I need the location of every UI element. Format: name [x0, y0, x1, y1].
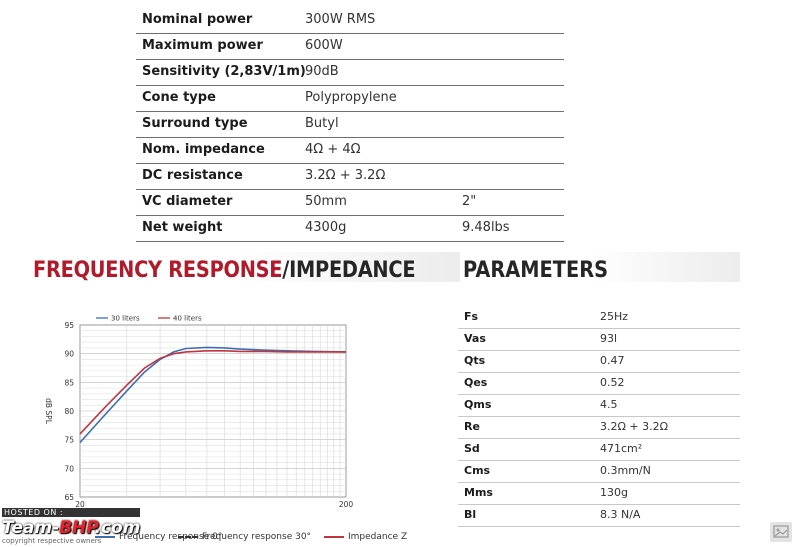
legend-freq-30 [178, 532, 311, 542]
spec-label: Nom. impedance [142, 142, 265, 157]
spec-row [136, 216, 564, 242]
spec-label: Maximum power [142, 38, 263, 53]
spec-row [136, 8, 564, 34]
legend-swatch [324, 536, 344, 538]
spec-row [136, 164, 564, 190]
x-tick-label: 200 [338, 500, 354, 508]
param-row [458, 439, 740, 461]
y-tick-label: 95 [64, 321, 74, 330]
param-value: 8.3 N/A [600, 508, 641, 521]
logo-part: Team- [2, 518, 60, 538]
image-icon[interactable] [770, 522, 792, 542]
spec-table [136, 8, 564, 242]
spec-row [136, 34, 564, 60]
param-label: Sd [464, 442, 480, 455]
param-row [458, 307, 740, 329]
y-tick-label: 85 [64, 378, 74, 388]
y-tick-label: 75 [64, 435, 74, 445]
param-label: Cms [464, 464, 491, 477]
param-row [458, 351, 740, 373]
spec-row [136, 190, 564, 216]
x-tick-label: 20 [75, 500, 85, 508]
spec-value: 90dB [305, 64, 339, 79]
param-value: 130g [600, 486, 628, 499]
watermark [2, 508, 140, 545]
y-tick-label: 80 [64, 407, 74, 416]
spec-value: 2" [462, 194, 477, 209]
spec-value: Polypropylene [305, 90, 397, 105]
param-label: Mms [464, 486, 493, 499]
param-label: Vas [464, 332, 486, 345]
legend-impedance [324, 532, 407, 542]
param-label: Qts [464, 354, 486, 367]
watermark-copyright: copyright respective owners [2, 537, 102, 545]
watermark-logo [2, 518, 140, 538]
spec-row [136, 112, 564, 138]
legend-label: Frequency response 0° [119, 532, 223, 542]
param-value: 0.3mm/N [600, 464, 651, 477]
spec-label: Net weight [142, 220, 223, 235]
legend-label: Frequency response 30° [202, 532, 312, 542]
param-row [458, 373, 740, 395]
spec-value: 600W [305, 38, 343, 53]
spec-label: Surround type [142, 116, 248, 131]
frequency-response-heading [33, 258, 415, 283]
param-value: 93l [600, 332, 618, 345]
spec-value: 4Ω + 4Ω [305, 142, 361, 157]
y-axis-label: dB SPL [44, 398, 53, 424]
spec-row [136, 86, 564, 112]
y-tick-label: 65 [64, 493, 74, 502]
param-label: Qms [464, 398, 492, 411]
watermark-hosted: HOSTED ON : [2, 508, 140, 517]
param-row [458, 461, 740, 483]
parameters-table [458, 307, 740, 527]
spec-label: DC resistance [142, 168, 243, 183]
spec-value: Butyl [305, 116, 339, 131]
param-label: Bl [464, 508, 477, 521]
heading-band-right [590, 252, 740, 282]
param-label: Qes [464, 376, 488, 389]
spec-label: Sensitivity (2,83V/1m) [142, 64, 306, 79]
legend-label-inline: 40 liters [173, 314, 202, 323]
spec-label: Cone type [142, 90, 216, 105]
spec-value: 50mm [305, 194, 347, 209]
param-value: 4.5 [600, 398, 618, 411]
param-value: 25Hz [600, 310, 629, 323]
spec-row [136, 138, 564, 164]
spec-value: 4300g [305, 220, 347, 235]
legend-label: Impedance Z [348, 532, 408, 542]
heading-red-part: FREQUENCY RESPONSE [33, 258, 283, 283]
y-tick-label: 90 [64, 349, 74, 359]
param-row [458, 329, 740, 351]
parameters-heading: PARAMETERS [463, 258, 609, 283]
spec-row [136, 60, 564, 86]
spec-label: Nominal power [142, 12, 253, 27]
legend-swatch [178, 536, 198, 538]
spec-value: 9.48lbs [462, 220, 510, 235]
spec-value: 300W RMS [305, 12, 376, 27]
logo-part: .com [94, 518, 141, 538]
legend-label-inline: 30 liters [111, 314, 140, 323]
heading-dark-part: /IMPEDANCE [282, 258, 416, 283]
param-row [458, 417, 740, 439]
spec-value: 3.2Ω + 3.2Ω [305, 168, 386, 183]
spec-label: VC diameter [142, 194, 233, 209]
param-value: 0.52 [600, 376, 625, 389]
logo-part: BHP [59, 518, 95, 538]
param-row [458, 395, 740, 417]
param-row [458, 505, 740, 527]
param-value: 471cm² [600, 442, 643, 455]
param-label: Re [464, 420, 480, 433]
frequency-response-chart [30, 308, 355, 508]
param-label: Fs [464, 310, 479, 323]
param-row [458, 483, 740, 505]
param-value: 3.2Ω + 3.2Ω [600, 420, 669, 433]
y-tick-label: 70 [64, 464, 74, 474]
param-value: 0.47 [600, 354, 625, 367]
